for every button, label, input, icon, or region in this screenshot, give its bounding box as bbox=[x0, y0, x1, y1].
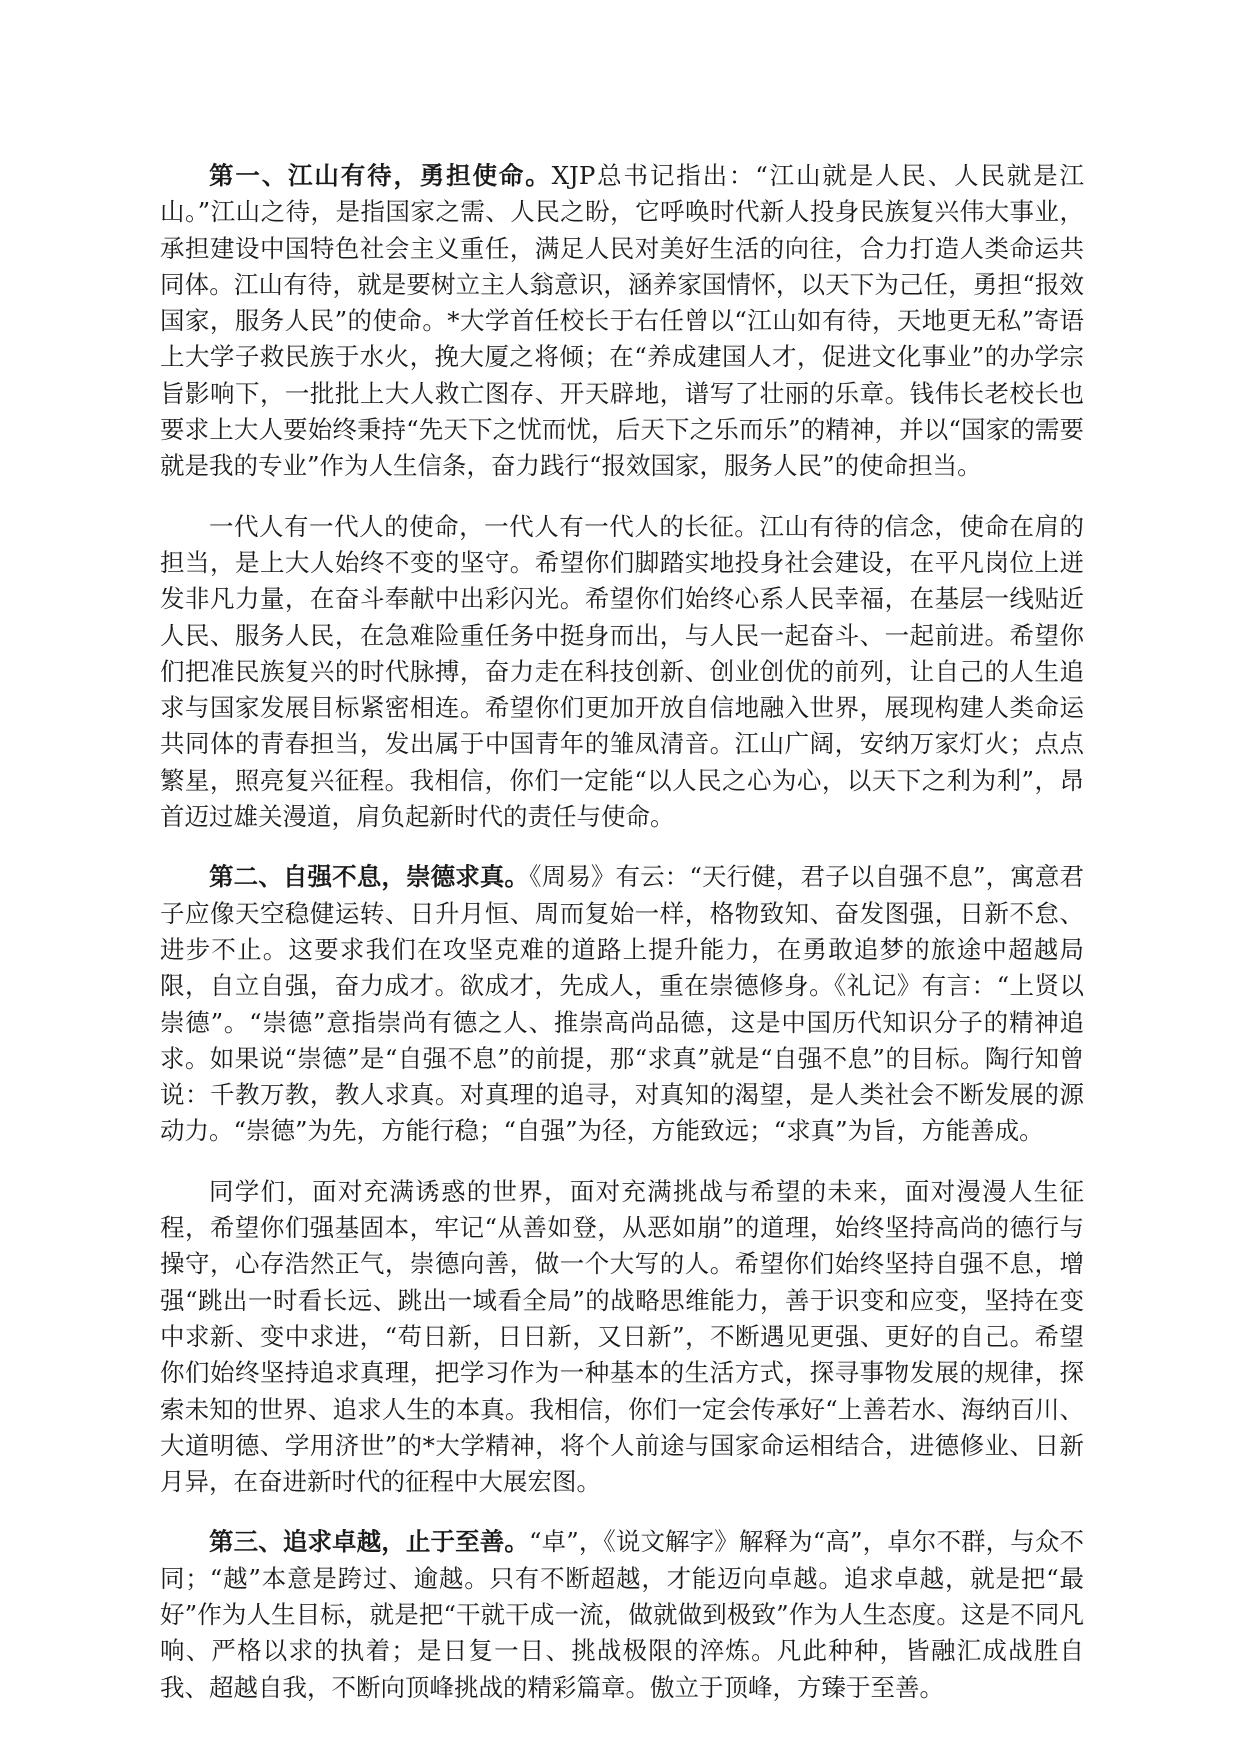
paragraph-heading: 第一、江山有待，勇担使命。 bbox=[209, 161, 552, 190]
paragraph-3 bbox=[160, 859, 1084, 1149]
paragraph-4 bbox=[160, 1174, 1084, 1501]
paragraph-text: 同学们，面对充满诱惑的世界，面对充满挑战与希望的未来，面对漫漫人生征程，希望你们强基固本，牢记“从善如登，从恶如崩”的道理，始终坚持高尚的德行与操守，心存浩然正气，崇德向善，做一个大写的人。希望你们始终坚持自强不息，增强“跳出一时看长远、跳出一域看全局”的战略思维能力，善于识变和应变，坚持在变中求新、变中求进，“苟日新，日日新，又日新”，不断遇见更强、更好的自己。希望你们始终坚持追求真理，把学习作为一种基本的生活方式，探寻事物发展的规律，探索未知的世界、追求人生的本真。我相信，你们一定会传承好“上善若水、海纳百川、大道明德、学用济世”的*大学精神，将个人前途与国家命运相结合，进德修业、日新月异，在奋进新时代的征程中大展宏图。 bbox=[160, 1176, 1084, 1497]
paragraph-text: XJP总书记指出：“江山就是人民、人民就是江山。”江山之待，是指国家之需、人民之盼，它呼唤时代新人投身民族复兴伟大事业，承担建设中国特色社会主义重任，满足人民对美好生活的向往，合力打造人类命运共同体。江山有待，就是要树立主人翁意识，涵养家国情怀，以天下为己任，勇担“报效国家，服务人民”的使命。*大学首任校长于右任曾以“江山如有待，天地更无私”寄语上大学子救民族于水火，挽大厦之将倾；在“养成建国人才，促进文化事业”的办学宗旨影响下，一批批上大人救亡图存、开天辟地，谱写了壮丽的乐章。钱伟长老校长也要求上大人要始终秉持“先天下之忧而忧，后天下之乐而乐”的精神，并以“国家的需要就是我的专业”作为人生信条，奋力践行“报效国家，服务人民”的使命担当。 bbox=[160, 161, 1084, 481]
paragraph-heading: 第二、自强不息，崇德求真。 bbox=[209, 862, 530, 892]
document-page bbox=[160, 158, 1084, 1730]
paragraph-5 bbox=[160, 1524, 1084, 1705]
paragraph-text: 《周易》有云：“天行健，君子以自强不息”，寓意君子应像天空稳健运转、日升月恒、周而复始一样，格物致知、奋发图强，日新不怠、进步不止。这要求我们在攻坚克难的道路上提升能力，在勇敢追梦的旅途中超越局限，自立自强，奋力成才。欲成才，先成人，重在崇德修身。《礼记》有言：“上贤以崇德”。“崇德”意指崇尚有德之人、推崇高尚品德，这是中国历代知识分子的精神追求。如果说“崇德”是“自强不息”的前提，那“求真”就是“自强不息”的目标。陶行知曾说：千教万教，教人求真。对真理的追寻，对真知的渴望，是人类社会不断发展的源动力。“崇德”为先，方能行稳；“自强”为径，方能致远；“求真”为旨，方能善成。 bbox=[160, 862, 1084, 1146]
paragraph-heading: 第三、追求卓越，止于至善。 bbox=[209, 1527, 529, 1557]
paragraph-2 bbox=[160, 509, 1084, 836]
paragraph-1 bbox=[160, 158, 1084, 485]
paragraph-text: 一代人有一代人的使命，一代人有一代人的长征。江山有待的信念，使命在肩的担当，是上大人始终不变的坚守。希望你们脚踏实地投身社会建设，在平凡岗位上迸发非凡力量，在奋斗奉献中出彩闪光。希望你们始终心系人民幸福，在基层一线贴近人民、服务人民，在急难险重任务中挺身而出，与人民一起奋斗、一起前进。希望你们把准民族复兴的时代脉搏，奋力走在科技创新、创业创优的前列，让自己的人生追求与国家发展目标紧密相连。希望你们更加开放自信地融入世界，展现构建人类命运共同体的青春担当，发出属于中国青年的雏凤清音。江山广阔，安纳万家灯火；点点繁星，照亮复兴征程。我相信，你们一定能“以人民之心为心，以天下之利为利”，昂首迈过雄关漫道，肩负起新时代的责任与使命。 bbox=[160, 511, 1084, 832]
paragraph-text: “卓”，《说文解字》解释为“高”，卓尔不群，与众不同；“越”本意是跨过、逾越。只有不断超越，才能迈向卓越。追求卓越，就是把“最好”作为人生目标，就是把“干就干成一流，做就做到极致”作为人生态度。这是不同凡响、严格以求的执着；是日复一日、挑战极限的淬炼。凡此种种，皆融汇成战胜自我、超越自我，不断向顶峰挑战的精彩篇章。傲立于顶峰，方臻于至善。 bbox=[160, 1527, 1085, 1702]
